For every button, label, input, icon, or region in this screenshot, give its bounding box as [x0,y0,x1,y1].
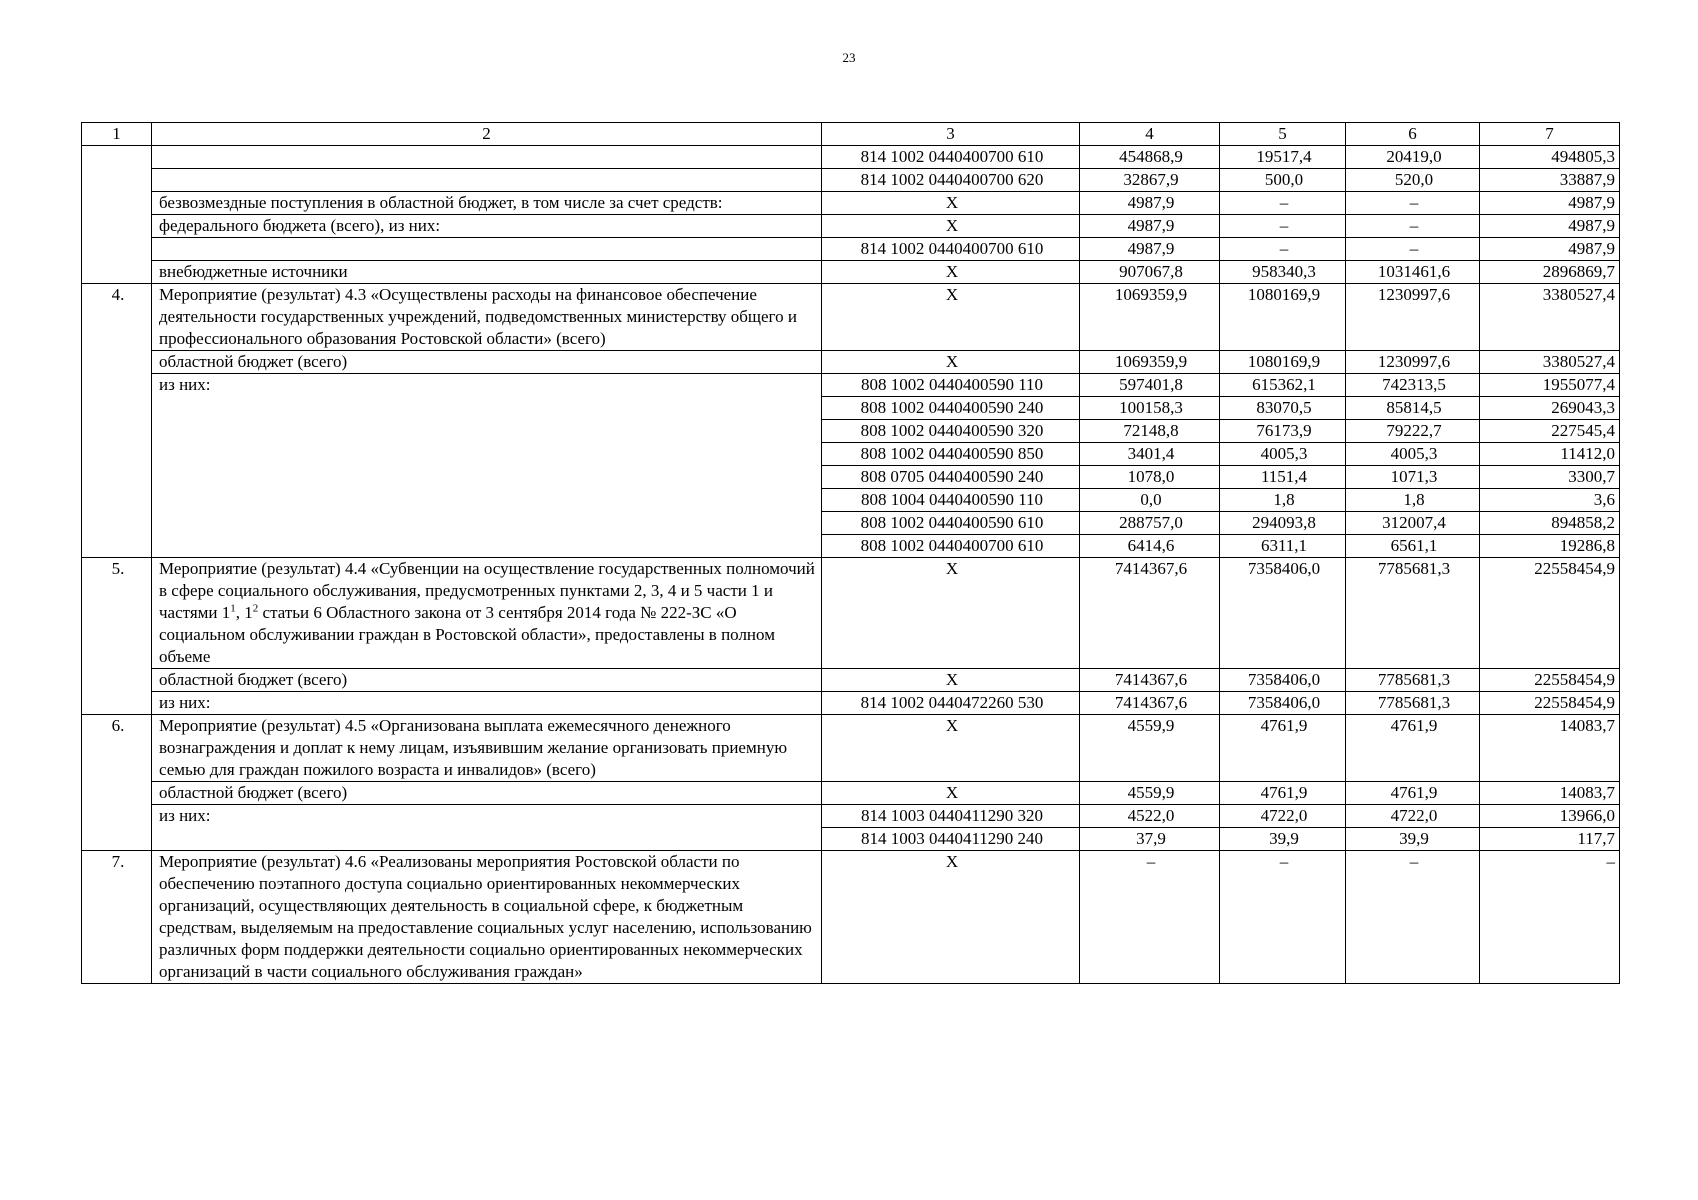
code-cell: X [822,782,1080,805]
value-cell-2026: – [1346,238,1480,261]
value-cell-2025: 7358406,0 [1220,669,1346,692]
code-cell: 808 1002 0440400590 110 [822,374,1080,397]
value-cell-2024: 907067,8 [1080,261,1220,284]
code-cell: 808 1002 0440400590 850 [822,443,1080,466]
code-cell: 808 1002 0440400700 610 [822,535,1080,558]
value-cell-2024: 4987,9 [1080,215,1220,238]
value-cell-2024: 7414367,6 [1080,669,1220,692]
value-cell-2026: 6561,1 [1346,535,1480,558]
value-cell-2025: – [1220,238,1346,261]
total-cell: 14083,7 [1480,715,1620,782]
value-cell-2025: 500,0 [1220,169,1346,192]
description-cell: внебюджетные источники [152,261,822,284]
superscript: 1 [230,602,236,615]
value-cell-2026: 520,0 [1346,169,1480,192]
value-cell-2025: – [1220,851,1346,984]
code-cell: 808 1002 0440400590 320 [822,420,1080,443]
value-cell-2026: 4761,9 [1346,715,1480,782]
description-text: , 1 [235,603,253,622]
value-cell-2025: 4761,9 [1220,715,1346,782]
value-cell-2024: 7414367,6 [1080,558,1220,669]
value-cell-2025: 1080169,9 [1220,351,1346,374]
total-cell: 1955077,4 [1480,374,1620,397]
row-number-cell: 5. [82,558,152,715]
code-cell: 814 1003 0440411290 320 [822,805,1080,828]
value-cell-2024: 4522,0 [1080,805,1220,828]
description-cell: федерального бюджета (всего), из них: [152,215,822,238]
value-cell-2026: 7785681,3 [1346,692,1480,715]
total-cell: 22558454,9 [1480,669,1620,692]
value-cell-2024: 4559,9 [1080,782,1220,805]
total-cell: 3380527,4 [1480,351,1620,374]
value-cell-2025: 7358406,0 [1220,558,1346,669]
code-cell: 814 1002 0440472260 530 [822,692,1080,715]
table-row [82,169,1620,192]
description-cell: Мероприятие (результат) 4.6 «Реализованы мероприятия Ростовской области по обеспечению поэтапного доступа социально ориентированных некоммерческих организаций, осуществляющих деятельность в социальной сфере, к бюджетным средствам, выделяемым на предоставление социальных услуг населению, использованию различных форм поддержки деятельности социально ориентированных некоммерческих организаций в части социального обслуживания граждан» [152,851,822,984]
page-number: 23 [842,50,856,65]
value-cell-2025: 1151,4 [1220,466,1346,489]
description-cell: из них: [152,692,822,715]
value-cell-2025: – [1220,192,1346,215]
value-cell-2024: 4987,9 [1080,238,1220,261]
value-cell-2024: 32867,9 [1080,169,1220,192]
value-cell-2024: 3401,4 [1080,443,1220,466]
value-cell-2024: 0,0 [1080,489,1220,512]
code-cell: X [822,351,1080,374]
total-cell: – [1480,851,1620,984]
value-cell-2024: 100158,3 [1080,397,1220,420]
total-cell: 14083,7 [1480,782,1620,805]
total-cell: 3300,7 [1480,466,1620,489]
total-cell: 11412,0 [1480,443,1620,466]
table-row [82,192,1620,215]
value-cell-2024: 1069359,9 [1080,351,1220,374]
total-cell: 227545,4 [1480,420,1620,443]
total-cell: 19286,8 [1480,535,1620,558]
value-cell-2026: 4761,9 [1346,782,1480,805]
header-cell: 3 [822,123,1080,146]
table-row [82,284,1620,351]
total-cell: 22558454,9 [1480,558,1620,669]
table-row [82,351,1620,374]
description-cell: из них: [152,374,822,558]
superscript: 2 [252,602,259,615]
row-number-cell: 7. [82,851,152,984]
value-cell-2026: 39,9 [1346,828,1480,851]
table-row [82,146,1620,169]
value-cell-2026: 4005,3 [1346,443,1480,466]
table-row [82,558,1620,669]
code-cell: 814 1002 0440400700 610 [822,238,1080,261]
description-cell [152,238,822,261]
description-cell [152,558,822,669]
description-cell: областной бюджет (всего) [152,351,822,374]
total-cell: 3380527,4 [1480,284,1620,351]
total-cell: 894858,2 [1480,512,1620,535]
code-cell: X [822,669,1080,692]
value-cell-2024: 1078,0 [1080,466,1220,489]
description-cell: областной бюджет (всего) [152,669,822,692]
code-cell: 808 1004 0440400590 110 [822,489,1080,512]
header-cell: 5 [1220,123,1346,146]
value-cell-2025: 958340,3 [1220,261,1346,284]
total-cell: 3,6 [1480,489,1620,512]
value-cell-2025: 1,8 [1220,489,1346,512]
table-row [82,782,1620,805]
header-cell: 4 [1080,123,1220,146]
code-cell: X [822,715,1080,782]
value-cell-2025: 83070,5 [1220,397,1346,420]
value-cell-2025: – [1220,215,1346,238]
value-cell-2025: 4761,9 [1220,782,1346,805]
row-number-cell [82,146,152,284]
description-cell: Мероприятие (результат) 4.3 «Осуществлены расходы на финансовое обеспечение деятельности государственных учреждений, подведомственных министерству общего и профессионального образования Ростовской области» (всего) [152,284,822,351]
code-cell: 814 1002 0440400700 620 [822,169,1080,192]
value-cell-2026: – [1346,851,1480,984]
description-cell: безвозмездные поступления в областной бюджет, в том числе за счет средств: [152,192,822,215]
description-text: Мероприятие (результат) 4.4 «Субвенции на осуществление государственных полномочий в сфере социального обслуживания, предусмотренных пунктами 2, 3, 4 и 5 части 1 и частями 1 [159,559,815,622]
value-cell-2024: 6414,6 [1080,535,1220,558]
value-cell-2024: 7414367,6 [1080,692,1220,715]
value-cell-2025: 19517,4 [1220,146,1346,169]
value-cell-2026: 1,8 [1346,489,1480,512]
total-cell: 33887,9 [1480,169,1620,192]
description-cell: Мероприятие (результат) 4.5 «Организована выплата ежемесячного денежного вознаграждения и доплат к нему лицам, изъявившим желание организовать приемную семью для граждан пожилого возраста и инвалидов» (всего) [152,715,822,782]
value-cell-2026: – [1346,192,1480,215]
value-cell-2025: 76173,9 [1220,420,1346,443]
code-cell: 808 0705 0440400590 240 [822,466,1080,489]
code-cell: X [822,192,1080,215]
value-cell-2024: 1069359,9 [1080,284,1220,351]
value-cell-2025: 4005,3 [1220,443,1346,466]
total-cell: 13966,0 [1480,805,1620,828]
value-cell-2025: 39,9 [1220,828,1346,851]
value-cell-2026: 7785681,3 [1346,558,1480,669]
table-row [82,851,1620,984]
value-cell-2026: 20419,0 [1346,146,1480,169]
total-cell: 494805,3 [1480,146,1620,169]
table-row [82,215,1620,238]
value-cell-2025: 294093,8 [1220,512,1346,535]
row-number-cell: 6. [82,715,152,851]
total-cell: 2896869,7 [1480,261,1620,284]
value-cell-2024: 597401,8 [1080,374,1220,397]
code-cell: 814 1002 0440400700 610 [822,146,1080,169]
table-row [82,669,1620,692]
value-cell-2026: 742313,5 [1346,374,1480,397]
code-cell: 808 1002 0440400590 240 [822,397,1080,420]
row-number-cell: 4. [82,284,152,558]
value-cell-2024: 4987,9 [1080,192,1220,215]
value-cell-2026: 1071,3 [1346,466,1480,489]
value-cell-2026: 1230997,6 [1346,351,1480,374]
value-cell-2025: 4722,0 [1220,805,1346,828]
value-cell-2026: – [1346,215,1480,238]
value-cell-2025: 615362,1 [1220,374,1346,397]
value-cell-2024: 4559,9 [1080,715,1220,782]
description-cell [152,169,822,192]
code-cell: 814 1003 0440411290 240 [822,828,1080,851]
table-row [82,374,1620,397]
description-text: статьи 6 Областного закона от 3 сентября 2014 года № 222-ЗС «О социальном обслуживании граждан в Ростовской области», предоставлены в полном объеме [159,603,775,666]
value-cell-2026: 79222,7 [1346,420,1480,443]
budget-table [81,122,1620,984]
description-cell: из них: [152,805,822,851]
code-cell: X [822,558,1080,669]
total-cell: 117,7 [1480,828,1620,851]
value-cell-2024: 37,9 [1080,828,1220,851]
code-cell: X [822,284,1080,351]
value-cell-2026: 1031461,6 [1346,261,1480,284]
header-cell: 2 [152,123,822,146]
value-cell-2024: 288757,0 [1080,512,1220,535]
total-cell: 269043,3 [1480,397,1620,420]
code-cell: X [822,261,1080,284]
value-cell-2026: 1230997,6 [1346,284,1480,351]
table-header-row [82,123,1620,146]
code-cell: X [822,215,1080,238]
value-cell-2024: 454868,9 [1080,146,1220,169]
value-cell-2026: 4722,0 [1346,805,1480,828]
value-cell-2024: 72148,8 [1080,420,1220,443]
value-cell-2024: – [1080,851,1220,984]
table-row [82,238,1620,261]
description-cell [152,146,822,169]
value-cell-2026: 312007,4 [1346,512,1480,535]
header-cell: 1 [82,123,152,146]
value-cell-2026: 85814,5 [1346,397,1480,420]
table-row [82,692,1620,715]
table-row [82,261,1620,284]
value-cell-2025: 7358406,0 [1220,692,1346,715]
header-cell: 6 [1346,123,1480,146]
total-cell: 22558454,9 [1480,692,1620,715]
value-cell-2025: 1080169,9 [1220,284,1346,351]
table-row [82,805,1620,828]
code-cell: X [822,851,1080,984]
total-cell: 4987,9 [1480,238,1620,261]
header-cell: 7 [1480,123,1620,146]
code-cell: 808 1002 0440400590 610 [822,512,1080,535]
total-cell: 4987,9 [1480,215,1620,238]
value-cell-2025: 6311,1 [1220,535,1346,558]
table-row [82,715,1620,782]
value-cell-2026: 7785681,3 [1346,669,1480,692]
description-cell: областной бюджет (всего) [152,782,822,805]
total-cell: 4987,9 [1480,192,1620,215]
